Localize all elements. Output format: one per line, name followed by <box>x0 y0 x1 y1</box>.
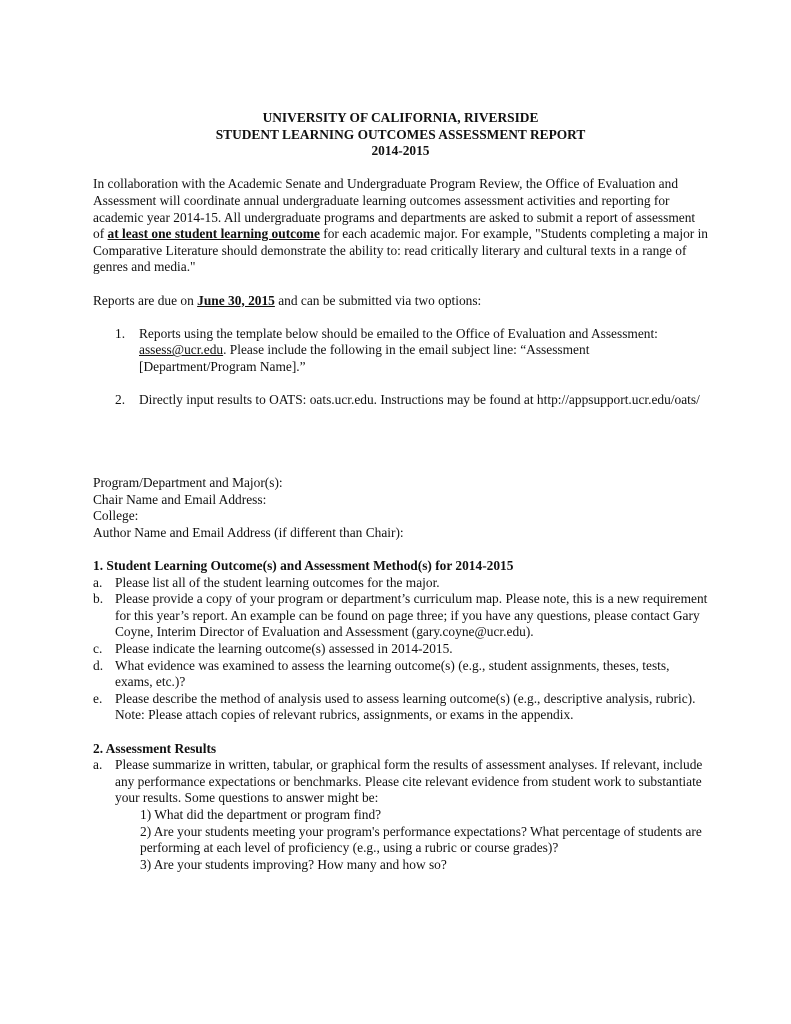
intro-paragraph <box>93 176 708 276</box>
question-item: 1) What did the department or program find? <box>140 806 382 822</box>
section-1 <box>93 558 708 724</box>
due-date: June 30, 2015 <box>197 292 275 308</box>
due-paragraph <box>93 293 708 310</box>
item-letter: a. <box>93 757 103 773</box>
option-text-after: . Please include the following in the email subject line: “Assessment [Department/Program Name].” <box>139 342 590 374</box>
item-letter: e. <box>93 690 103 706</box>
field-chair: Chair Name and Email Address: <box>93 491 267 507</box>
field-author: Author Name and Email Address (if different than Chair): <box>93 524 404 540</box>
section-1-title: 1. Student Learning Outcome(s) and Assessment Method(s) for 2014-2015 <box>93 558 514 574</box>
option-item <box>115 326 708 376</box>
item-letter: c. <box>93 641 103 656</box>
report-fields <box>93 475 708 541</box>
document-content <box>93 110 708 873</box>
field-program-department: Program/Department and Major(s): <box>93 475 283 491</box>
option-item <box>115 392 708 409</box>
section-2 <box>93 741 708 874</box>
report-header <box>93 110 708 160</box>
option-text-before: Reports using the template below should be emailed to the Office of Evaluation and Assessment: <box>139 325 658 341</box>
option-number: 2. <box>115 392 126 408</box>
item-text: Please list all of the student learning outcomes for the major. <box>115 574 440 590</box>
field-college: College: <box>93 508 139 524</box>
item-text: Please indicate the learning outcome(s) assessed in 2014-2015. <box>115 641 453 656</box>
list-item <box>93 641 708 658</box>
item-text: Please summarize in written, tabular, or graphical form the results of assessment analyses. If relevant, include any performance expectations or benchmarks. Please cite relevant evidence from student work to substantiate your results. Some questions to answer might be: <box>115 757 703 806</box>
list-item <box>93 591 708 641</box>
question-item: 3) Are your students improving? How many and how so? <box>140 856 447 872</box>
item-letter: b. <box>93 591 104 607</box>
due-prefix: Reports are due on <box>93 292 198 308</box>
item-text: Please describe the method of analysis used to assess learning outcome(s) (e.g., descriptive analysis, rubric). Note: Please attach copies of relevant rubrics, assignments, or exams in the appendix. <box>115 690 696 723</box>
intro-text-1: In collaboration with the Academic Senate and Undergraduate Program Review, the Office of Evaluation and Assessment will coordinate annual undergraduate learning outcomes assessment activities and reporting for academic year 2014-15. All undergraduate programs and departments are asked to submit a report of assessment of <box>93 176 696 242</box>
item-text: What evidence was examined to assess the learning outcome(s) (e.g., student assignments, theses, tests, exams, etc.)? <box>115 657 670 690</box>
due-suffix: and can be submitted via two options: <box>274 292 482 308</box>
submission-options <box>93 326 708 409</box>
option-text <box>139 326 708 376</box>
item-letter: a. <box>93 574 103 590</box>
assess-email-link[interactable]: assess@ucr.edu <box>139 342 224 358</box>
header-university: UNIVERSITY OF CALIFORNIA, RIVERSIDE <box>262 110 539 125</box>
list-item <box>93 658 708 691</box>
item-letter: d. <box>93 657 104 673</box>
list-item <box>93 757 708 807</box>
option-number: 1. <box>115 325 126 341</box>
option-text: Directly input results to OATS: oats.ucr.edu. Instructions may be found at http://appsupport.ucr.edu/oats/ <box>139 392 700 408</box>
header-year: 2014-2015 <box>371 143 430 159</box>
question-list <box>93 807 708 873</box>
list-item <box>93 575 708 592</box>
item-text: Please provide a copy of your program or department’s curriculum map. Please note, this is a new requirement for this year’s report. An example can be found on page three; if you have any questions, please contact Gary Coyne, Interim Director of Evaluation and Assessment (gary.coyne@ucr.edu). <box>115 591 708 640</box>
intro-emphasis: at least one student learning outcome <box>107 226 320 242</box>
section-2-title: 2. Assessment Results <box>93 740 217 756</box>
header-report-title: STUDENT LEARNING OUTCOMES ASSESSMENT REPORT <box>215 126 586 142</box>
intro-text-2: for each academic major. For example, "Students completing a major in Comparative Literature should demonstrate the ability to: read critically literary and cultural texts in a range of genres and media." <box>93 226 708 275</box>
list-item <box>93 691 708 724</box>
question-item: 2) Are your students meeting your program's performance expectations? What percentage of students are performing at each level of proficiency (e.g., using a rubric or course grades)? <box>140 823 702 856</box>
